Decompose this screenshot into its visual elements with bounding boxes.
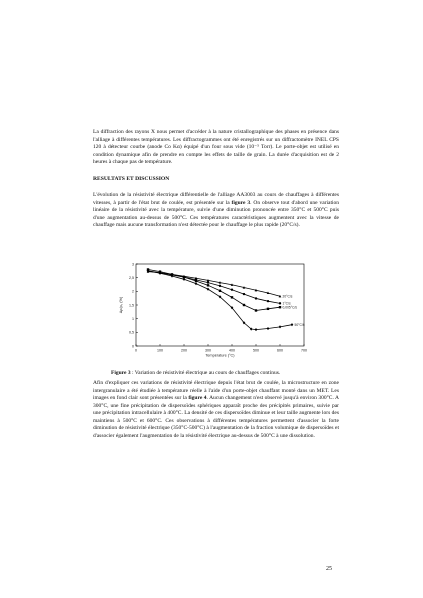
series-4 (147, 269, 305, 331)
data-point (267, 300, 269, 302)
x-axis-label: Température (°C) (205, 353, 235, 358)
data-point (267, 327, 270, 330)
data-point (231, 296, 233, 298)
data-point (279, 325, 282, 328)
paragraph-text: L'évolution de la résistivité électrique différentielle de l'alliage AA3003 au cours de chauffages à différentes vitesses, à partir de l'état brut de coulée, est présentée sur la (93, 192, 339, 206)
data-point (207, 288, 210, 291)
figure-reference[interactable]: figure 4 (188, 395, 207, 401)
series-line (148, 269, 280, 310)
x-tick-label: 100 (157, 348, 163, 353)
data-point (279, 302, 281, 304)
data-point (243, 293, 245, 295)
data-point (267, 308, 269, 310)
data-point (231, 288, 233, 290)
data-point (207, 281, 209, 283)
chart-series (147, 268, 305, 331)
data-point (219, 285, 221, 287)
data-point (219, 290, 221, 292)
data-point (255, 297, 257, 299)
data-point (255, 309, 257, 311)
data-point (291, 323, 294, 326)
y-tick-label: 3 (132, 262, 134, 267)
figure-3-chart (100, 260, 326, 368)
page-number: 25 (326, 566, 332, 572)
paragraph-resistivity (93, 192, 339, 230)
figure-caption (111, 370, 341, 377)
paragraph-text: . Aucun changement n'est observé jusqu'à environ 300°C. A 300°C, une fine précipitation de dispersoïdes sphériques apparaît proche des précipités primaires, suivie par une précipitation intracellulaire à 400°C. La densité de ces dispersoïdes diminue et leur taille augmente lors des maintiens à 500°C et 600°C. Ces observations à différentes températures permettent d'associer la forte diminution de résistivité électrique (350°C-500°C) à l'augmentation de la fraction volumique de dispersoïdes et d'associer également l'augmentation de la résistivité électrique au-dessus de 500°C à une dissolution. (93, 395, 340, 439)
series-line (148, 271, 280, 304)
caption-label: Figure 3 (111, 370, 131, 376)
x-tick-label: 300 (205, 348, 211, 353)
chart-axes (119, 262, 307, 357)
y-tick-label: 1 (132, 316, 134, 321)
paragraph-text: Afin d'expliquer ces variations de résistivité électrique depuis l'état brut de coulée, la microstructure en zone intergranulaire a été étudiée à température réelle à l'aide d'un porte-objet chauffant monté dans un MET. Les images en fond clair sont présentées sur la (93, 380, 339, 401)
plot-frame (136, 264, 304, 346)
y-tick-label: 0 (132, 344, 134, 349)
x-tick-label: 400 (229, 348, 235, 353)
x-tick-label: 200 (181, 348, 187, 353)
caption-text: : Variation de résistivité électrique au cours de chauffages continus. (130, 370, 281, 376)
data-point (255, 328, 258, 331)
paragraph-xrd-method: La diffraction des rayons X nous permet d'accéder à la nature cristallographique des phases en présence dans l'alliage à différentes températures. Les diffractogrammes ont été enregistrés sur un diffractomètre INEL CPS 120 à détecteur courbe (anode Co Kα) équipé d'un four sous vide (10⁻⁵ Torr). Le porte-objet est utilisé en condition dynamique afin de prendre en compte les effets de taille de grain. La durée d'acquisition est de 2 heures à chaque pas de température. (93, 129, 339, 165)
data-point (195, 280, 197, 282)
series-label: 50°C/h (294, 322, 305, 327)
section-heading: RESULTATS ET DISCUSSION (93, 176, 170, 182)
y-tick-label: 2,5 (129, 275, 134, 280)
data-point (207, 284, 209, 286)
y-tick-label: 2 (132, 289, 134, 294)
x-tick-label: 500 (253, 348, 259, 353)
series-line (148, 271, 292, 330)
data-point (279, 306, 281, 308)
paragraph-text: . On observe tout d'abord une variation linéaire de la résistivité avec la température, suivie d'une diminution prononcée entre 350°C et 500°C puis d'une augmentation au-dessus de 500°C. Ces températures caractéristiques augmentent avec la vitesse de chauffage mais aucune transformation n'est détectée pour le chauffage le plus rapide (20°C/s). (93, 199, 340, 228)
series-label: 1°C/s (282, 301, 291, 306)
x-tick-label: 600 (277, 348, 283, 353)
y-tick-label: 1,5 (129, 303, 134, 308)
data-point (195, 282, 198, 285)
paragraph-tem (93, 380, 339, 440)
series-label: 20°C/s (282, 294, 293, 299)
figure-reference[interactable]: figure 3 (231, 199, 251, 206)
x-tick-label: 0 (135, 348, 137, 353)
series-label: 0,005°C/s (282, 305, 298, 310)
y-tick-label: 0,5 (129, 330, 134, 335)
y-axis-label: Δρ/ρ₀ (%) (119, 296, 123, 314)
x-tick-label: 700 (301, 348, 307, 353)
data-point (243, 304, 245, 306)
